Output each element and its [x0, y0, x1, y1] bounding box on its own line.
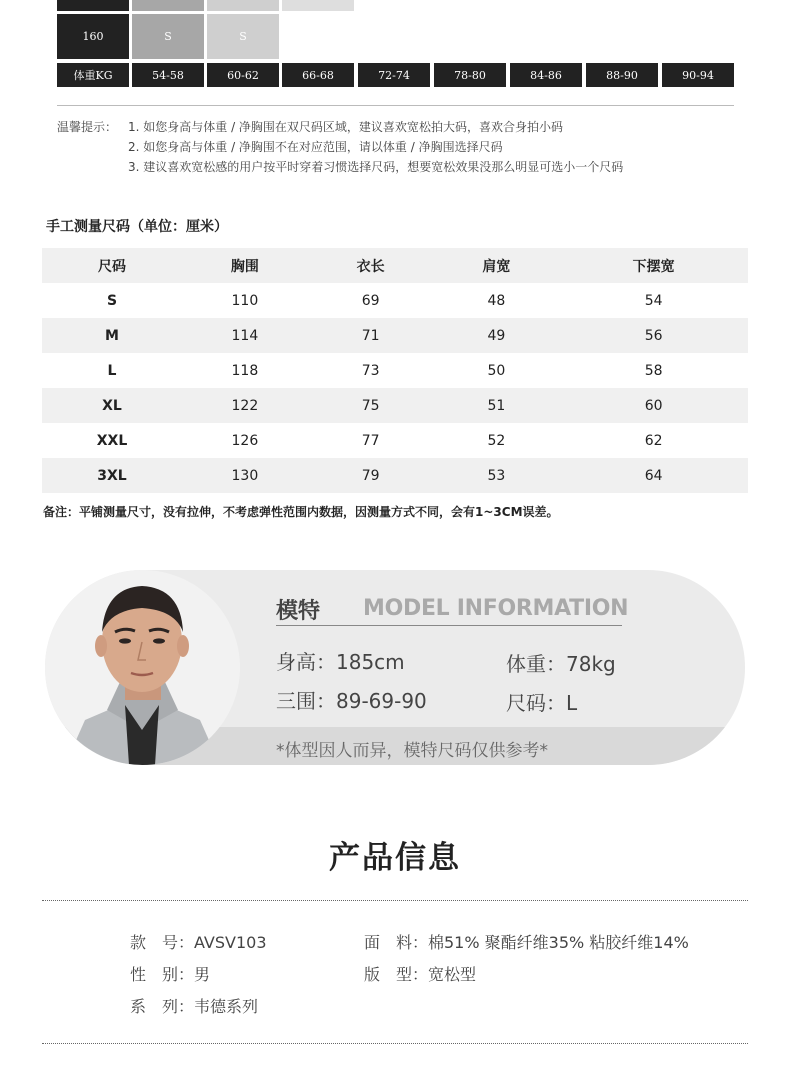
grid-top-mid [132, 0, 204, 11]
table-row [42, 458, 748, 493]
tip-line: 1. 如您身高与体重 / 净胸围在双尺码区域，建议喜欢宽松拍大码，喜欢合身拍小码 [128, 120, 563, 134]
grid-weight-cell: 66-68 [282, 63, 354, 87]
table-row [42, 318, 748, 353]
tip-line: 3. 建议喜欢宽松感的用户按平时穿着习惯选择尺码，想要宽松效果没那么明显可选小一个尺码 [128, 160, 624, 174]
tip-line: 2. 如您身高与体重 / 净胸围不在对应范围，请以体重 / 净胸围选择尺码 [128, 140, 503, 154]
model-height: 身高：185cm [276, 650, 405, 674]
measure-table-title: 手工测量尺码（单位：厘米） [46, 219, 228, 235]
chest-cell: 122 [231, 397, 259, 414]
header-cell: 胸围 [230, 258, 259, 275]
product-series: 系 列：韦德系列 [130, 997, 259, 1016]
model-measurements: 三围：89-69-90 [276, 689, 427, 713]
shoulder-cell: 52 [487, 432, 506, 449]
size-cell: XL [102, 397, 122, 414]
measure-note: 备注：平铺测量尺寸，没有拉伸，不考虑弹性范围内数据，因测量方式不同，会有1~3CM误差。 [43, 505, 559, 519]
size-cell: 3XL [97, 467, 127, 484]
grid-weight-cell: 90-94 [662, 63, 734, 87]
model-title-en: MODEL INFORMATION [363, 596, 629, 621]
product-gender: 性 别：男 [130, 965, 211, 984]
header-cell: 衣长 [356, 258, 385, 275]
measure-table [42, 248, 748, 493]
size-cell: S [106, 292, 118, 309]
grid-height-cell: 160 [57, 14, 129, 59]
grid-weight-cell: 72-74 [358, 63, 430, 87]
grid-size-cell: S [207, 14, 279, 59]
header-cell: 肩宽 [482, 258, 511, 275]
chest-cell: 126 [231, 432, 259, 449]
length-cell: 73 [361, 362, 380, 379]
length-cell: 77 [361, 432, 380, 449]
hem-cell: 64 [644, 467, 663, 484]
dotted-divider [42, 900, 748, 901]
grid-top-light [207, 0, 279, 11]
grid-weight-cell: 54-58 [132, 63, 204, 87]
size-cell: L [107, 362, 117, 379]
product-style-no: 款 号：AVSV103 [130, 933, 267, 952]
header-cell: 尺码 [98, 258, 126, 275]
length-cell: 75 [361, 397, 380, 414]
length-cell: 69 [361, 292, 380, 309]
model-title-cn: 模特 [276, 599, 321, 624]
divider [57, 105, 734, 106]
hem-cell: 56 [644, 327, 663, 344]
table-row [42, 388, 748, 423]
shoulder-cell: 53 [487, 467, 506, 484]
model-footnote: *体型因人而异，模特尺码仅供参考* [276, 741, 548, 761]
grid-weight-cell: 84-86 [510, 63, 582, 87]
grid-weight-cell: 88-90 [586, 63, 658, 87]
hem-cell: 62 [644, 432, 663, 449]
table-header-row [42, 248, 748, 283]
shoulder-cell: 51 [487, 397, 506, 414]
grid-weight-cell: 60-62 [207, 63, 279, 87]
table-row [42, 423, 748, 458]
length-cell: 71 [361, 327, 380, 344]
grid-size-cell: S [132, 14, 204, 59]
table-row [42, 283, 748, 318]
shoulder-cell: 50 [487, 362, 506, 379]
product-fit: 版 型：宽松型 [364, 965, 477, 984]
chest-cell: 110 [231, 292, 259, 309]
size-cell: M [105, 327, 119, 344]
table-row [42, 353, 748, 388]
dotted-divider [42, 1043, 748, 1044]
chest-cell: 118 [231, 362, 259, 379]
grid-weight-cell: 78-80 [434, 63, 506, 87]
model-size: 尺码：L [506, 691, 578, 715]
header-cell: 下摆宽 [632, 258, 675, 275]
shoulder-cell: 49 [487, 327, 506, 344]
shoulder-cell: 48 [487, 292, 506, 309]
chest-cell: 114 [231, 327, 259, 344]
model-weight: 体重：78kg [506, 652, 616, 676]
chest-cell: 130 [231, 467, 259, 484]
hem-cell: 54 [644, 292, 663, 309]
product-fabric: 面 料：棉51% 聚酯纤维35% 粘胶纤维14% [364, 933, 689, 952]
tips-label: 温馨提示： [57, 120, 118, 134]
model-title-underline [276, 625, 622, 626]
length-cell: 79 [361, 467, 380, 484]
product-info-title: 产品信息 [329, 840, 461, 876]
model-photo [45, 570, 240, 765]
grid-top-dark [57, 0, 129, 11]
grid-weight-header: 体重KG [57, 63, 129, 87]
hem-cell: 60 [644, 397, 663, 414]
hem-cell: 58 [644, 362, 663, 379]
size-cell: XXL [96, 432, 128, 449]
grid-top-lighter [282, 0, 354, 11]
